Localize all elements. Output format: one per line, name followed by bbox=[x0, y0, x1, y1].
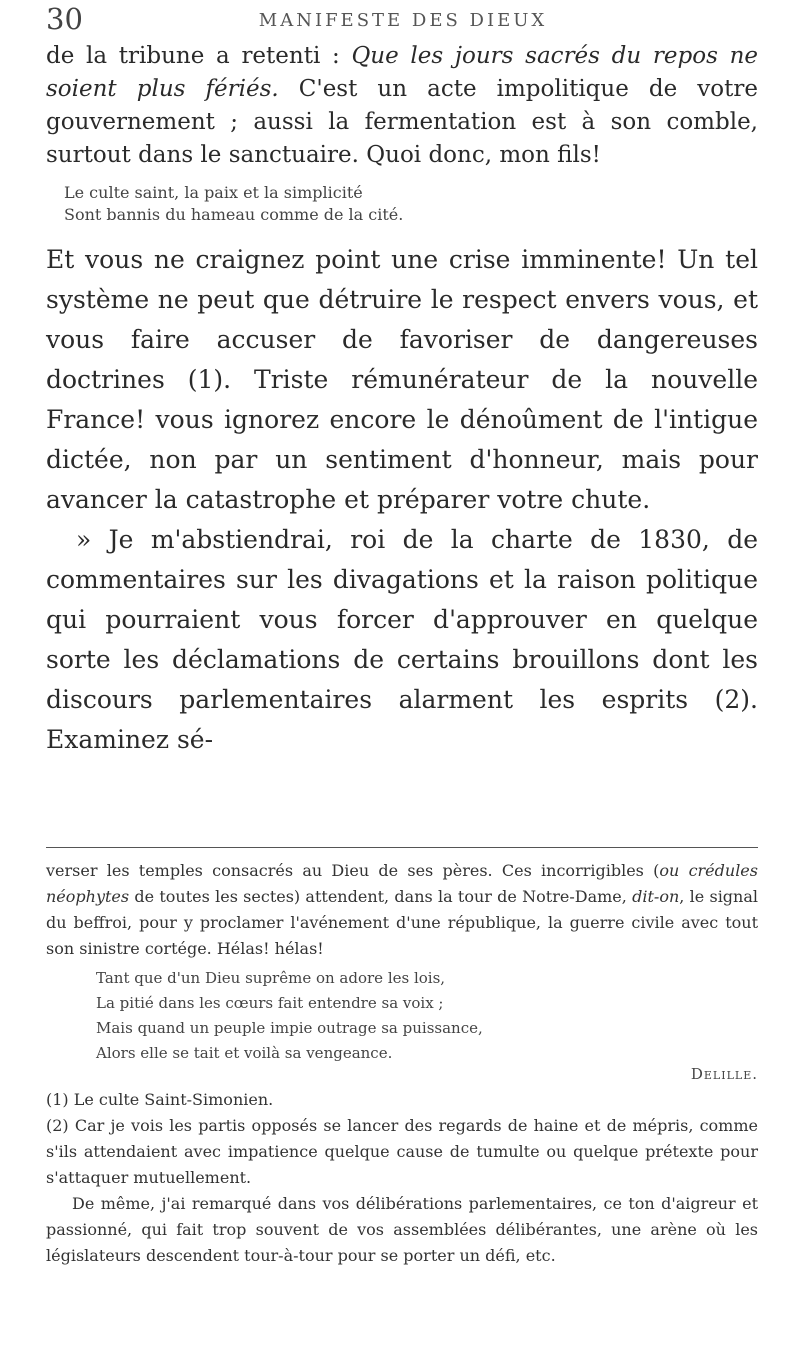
paragraph-1-italic-quote: Que les jours sacrés du repos ne soient plus fériés. bbox=[46, 43, 758, 102]
footnote-italic-a: ou crédules néophytes bbox=[46, 861, 758, 906]
verse-line: Tant que d'un Dieu suprême on adore les lois, bbox=[96, 969, 446, 987]
footnote-continuation bbox=[46, 858, 758, 962]
verse-line: Alors elle se tait et voilà sa vengeance. bbox=[96, 1044, 393, 1062]
main-text bbox=[46, 40, 758, 760]
footnotes bbox=[46, 858, 758, 1269]
verse-attribution: Delille. bbox=[690, 1065, 758, 1083]
verse-quote bbox=[46, 182, 758, 226]
running-title: MANIFESTE DES DIEUX bbox=[258, 10, 548, 31]
page-header bbox=[46, 2, 760, 42]
verse-line: Le culte saint, la paix et la simplicité bbox=[64, 183, 363, 202]
footnote-text-c: , le signal du beffroi, pour y proclamer l'avénement d'une république, la guerre civile avec tout son sinistre cortége. Hélas! hélas! bbox=[46, 887, 759, 958]
footnote-1: (1) Le culte Saint-Simonien. bbox=[46, 1090, 274, 1109]
footnote-verse bbox=[46, 966, 758, 1087]
verse-line: Sont bannis du hameau comme de la cité. bbox=[64, 205, 404, 224]
paragraph-1-text-b: C'est un acte impolitique de votre gouvernement ; aussi la fermentation est à son comble, surtout dans le sanctuaire. Quoi donc, mon fils! bbox=[46, 76, 758, 168]
footnote-divider bbox=[46, 847, 758, 848]
page-number: 30 bbox=[46, 2, 83, 36]
paragraph-3: » Je m'abstiendrai, roi de la charte de 1830, de commentaires sur les divagations et la raison politique qui pourraient vous forcer d'approuver en quelque sorte les déclamations de certains brouillons dont les discours parlementaires alarment les esprits (2). Examinez sé- bbox=[46, 525, 758, 754]
footnote-text-a: verser les temples consacrés au Dieu de ses pères. Ces incorrigibles ( bbox=[46, 861, 660, 880]
footnote-text-b: de toutes les sectes) attendent, dans la tour de Notre-Dame, bbox=[129, 887, 633, 906]
verse-line: La pitié dans les cœurs fait entendre sa voix ; bbox=[96, 994, 444, 1012]
paragraph-1 bbox=[46, 40, 758, 172]
footnote-2: (2) Car je vois les partis opposés se lancer des regards de haine et de mépris, comme s'ils attendaient avec impatience quelque cause de tumulte ou quelque prétexte pour s'attaquer mutuellement. bbox=[46, 1116, 758, 1187]
verse-line: Mais quand un peuple impie outrage sa puissance, bbox=[96, 1019, 483, 1037]
footnote-italic-b: dit-on bbox=[632, 887, 680, 906]
paragraph-1-text-a: de la tribune a retenti : bbox=[46, 43, 352, 69]
paragraph-2: Et vous ne craignez point une crise imminente! Un tel système ne peut que détruire le respect envers vous, et vous faire accuser de favoriser de dangereuses doctrines (1). Triste rémunérateur de la nouvelle France! vous ignorez encore le dénoûment de l'intigue dictée, non par un sentiment d'honneur, mais pour avancer la catastrophe et préparer votre chute. bbox=[46, 245, 758, 514]
footnote-2-continued: De même, j'ai remarqué dans vos délibérations parlementaires, ce ton d'aigreur et passionné, qui fait trop souvent de vos assemblées délibérantes, une arène où les législateurs descendent tour-à-tour pour se porter un défi, etc. bbox=[46, 1194, 758, 1265]
